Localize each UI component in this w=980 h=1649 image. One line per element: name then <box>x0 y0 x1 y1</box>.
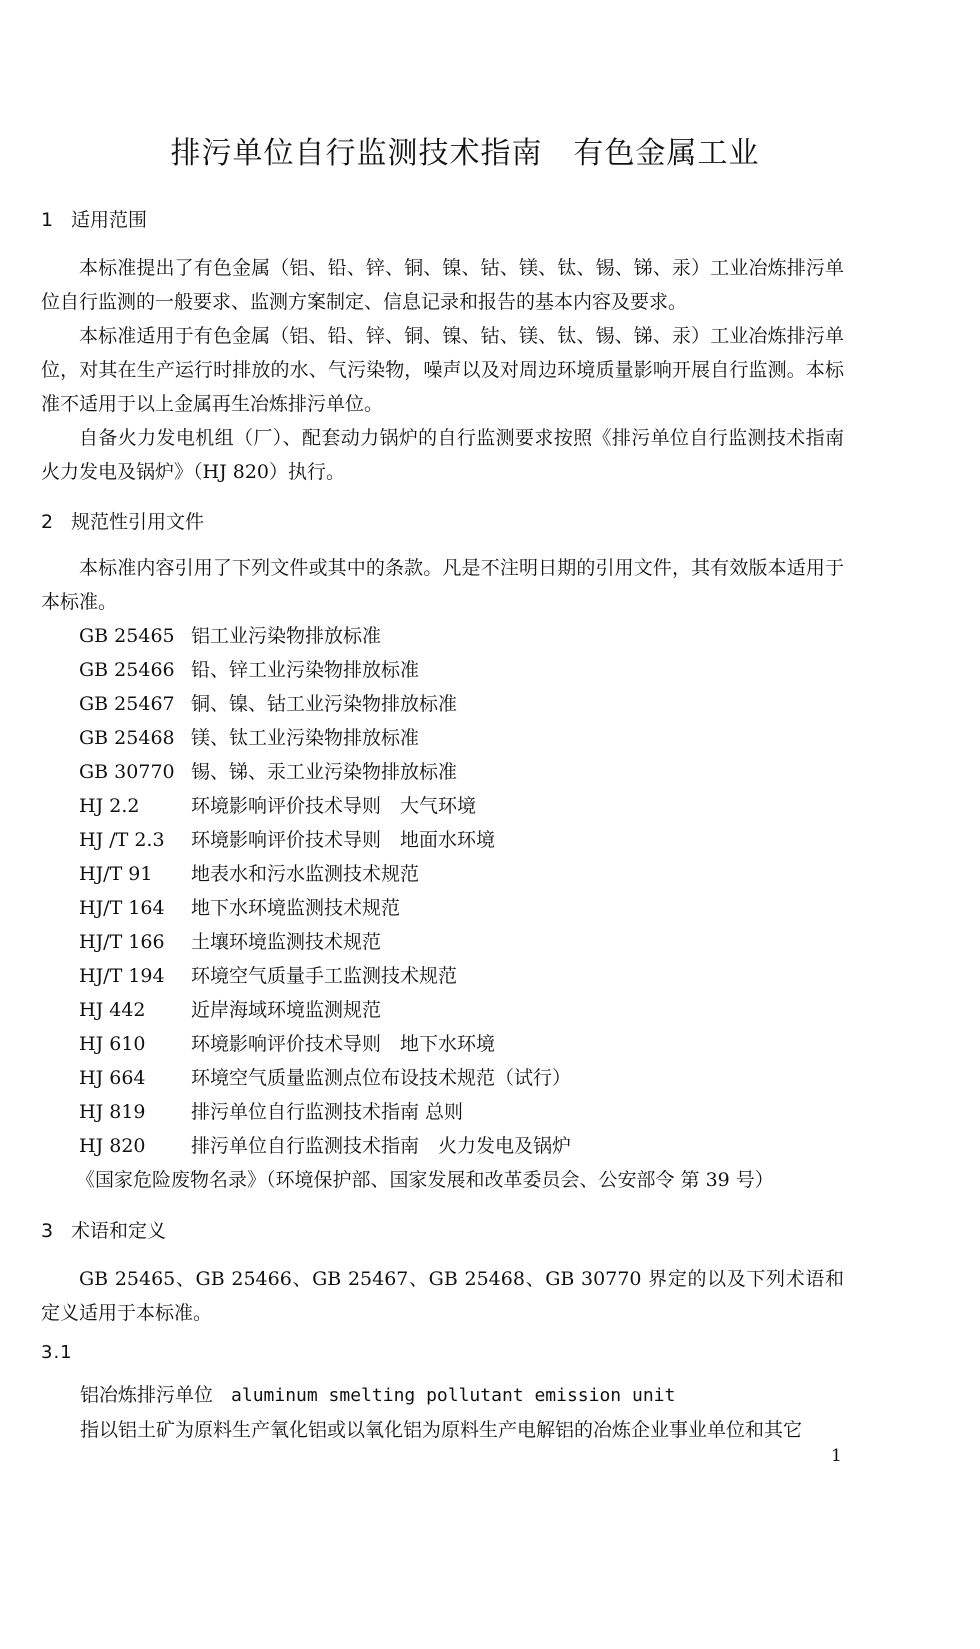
reference-code: HJ 820 <box>79 1135 146 1157</box>
hazardous-waste-catalog-reference: 《国家危险废物名录》（环境保护部、国家发展和改革委员会、公安部令 第 39 号） <box>76 1169 774 1191</box>
reference-code: HJ 2.2 <box>79 795 140 817</box>
reference-item <box>79 653 859 687</box>
reference-item <box>79 857 859 891</box>
reference-item <box>79 1129 859 1163</box>
reference-code: HJ 610 <box>79 1033 146 1055</box>
term-entry <box>80 1380 675 1407</box>
section-3-title: 术语和定义 <box>71 1220 167 1242</box>
section-1-heading <box>41 205 147 232</box>
reference-item <box>79 925 859 959</box>
reference-code: GB 25465 <box>79 625 175 647</box>
reference-title: 环境影响评价技术导则 大气环境 <box>191 795 477 817</box>
reference-title: 铅、锌工业污染物排放标准 <box>191 659 420 681</box>
reference-title: 排污单位自行监测技术指南 总则 <box>191 1101 464 1123</box>
reference-item <box>79 959 859 993</box>
term-chinese: 铝冶炼排污单位 <box>80 1384 214 1406</box>
reference-code: HJ/T 91 <box>79 863 153 885</box>
page-number: 1 <box>831 1446 842 1466</box>
reference-title: 环境影响评价技术导则 地下水环境 <box>191 1033 496 1055</box>
reference-code: HJ 442 <box>79 999 146 1021</box>
reference-code: GB 25466 <box>79 659 175 681</box>
reference-title: 近岸海域环境监测规范 <box>191 999 382 1021</box>
reference-code: HJ/T 166 <box>79 931 165 953</box>
reference-code: HJ/T 194 <box>79 965 165 987</box>
section-2-paragraph-1: 本标准内容引用了下列文件或其中的条款。凡是不注明日期的引用文件，其有效版本适用于本标准。 <box>41 557 844 613</box>
reference-title: 排污单位自行监测技术指南 火力发电及锅炉 <box>191 1135 572 1157</box>
reference-title: 铝工业污染物排放标准 <box>191 625 382 647</box>
reference-item <box>79 823 859 857</box>
reference-code: GB 30770 <box>79 761 175 783</box>
reference-item <box>79 619 859 653</box>
reference-code: GB 25467 <box>79 693 175 715</box>
term-definition: 指以铝土矿为原料生产氧化铝或以氧化铝为原料生产电解铝的冶炼企业事业单位和其它 <box>80 1419 803 1441</box>
reference-item <box>79 1061 859 1095</box>
document-title: 排污单位自行监测技术指南 有色金属工业 <box>170 136 760 171</box>
section-1-number: 1 <box>41 209 54 231</box>
reference-item <box>79 993 859 1027</box>
reference-item <box>79 891 859 925</box>
reference-code: HJ /T 2.3 <box>79 829 165 851</box>
term-english: aluminum smelting pollutant emission unit <box>231 1385 676 1406</box>
section-3-heading <box>41 1216 166 1243</box>
reference-title: 镁、钛工业污染物排放标准 <box>191 727 420 749</box>
reference-title: 地下水环境监测技术规范 <box>191 897 401 919</box>
section-2-heading <box>41 507 204 534</box>
reference-title: 土壤环境监测技术规范 <box>191 931 382 953</box>
reference-item <box>79 1027 859 1061</box>
subsection-number: 3.1 <box>41 1342 73 1363</box>
section-1-paragraph-2: 本标准适用于有色金属（铝、铅、锌、铜、镍、钴、镁、钛、锡、锑、汞）工业冶炼排污单位，对其在生产运行时排放的水、气污染物，噪声以及对周边环境质量影响开展自行监测。本标准不适用于以上金属再生冶炼排污单位。 <box>41 325 844 415</box>
reference-title: 铜、镍、钴工业污染物排放标准 <box>191 693 458 715</box>
section-2-number: 2 <box>41 511 54 533</box>
reference-title: 环境空气质量手工监测技术规范 <box>191 965 458 987</box>
reference-item <box>79 755 859 789</box>
reference-code: HJ 819 <box>79 1101 146 1123</box>
section-1-paragraph-3: 自备火力发电机组（厂）、配套动力锅炉的自行监测要求按照《排污单位自行监测技术指南 火力发电及锅炉》（HJ 820）执行。 <box>41 427 864 483</box>
reference-code: HJ 664 <box>79 1067 146 1089</box>
reference-title: 环境影响评价技术导则 地面水环境 <box>191 829 496 851</box>
section-1-title: 适用范围 <box>71 209 148 231</box>
reference-item <box>79 687 859 721</box>
reference-code: HJ/T 164 <box>79 897 165 919</box>
section-3-paragraph-1: GB 25465、GB 25466、GB 25467、GB 25468、GB 30770 界定的以及下列术语和定义适用于本标准。 <box>41 1268 844 1324</box>
reference-item <box>79 1095 859 1129</box>
reference-item <box>79 789 859 823</box>
reference-item <box>79 721 859 755</box>
reference-code: GB 25468 <box>79 727 175 749</box>
reference-list <box>79 619 859 1163</box>
section-2-title: 规范性引用文件 <box>71 511 205 533</box>
section-3-number: 3 <box>41 1220 54 1242</box>
reference-title: 地表水和污水监测技术规范 <box>191 863 420 885</box>
section-1-paragraph-1: 本标准提出了有色金属（铝、铅、锌、铜、镍、钴、镁、钛、锡、锑、汞）工业冶炼排污单位自行监测的一般要求、监测方案制定、信息记录和报告的基本内容及要求。 <box>41 257 844 313</box>
reference-title: 环境空气质量监测点位布设技术规范（试行） <box>191 1067 572 1089</box>
reference-title: 锡、锑、汞工业污染物排放标准 <box>191 761 458 783</box>
